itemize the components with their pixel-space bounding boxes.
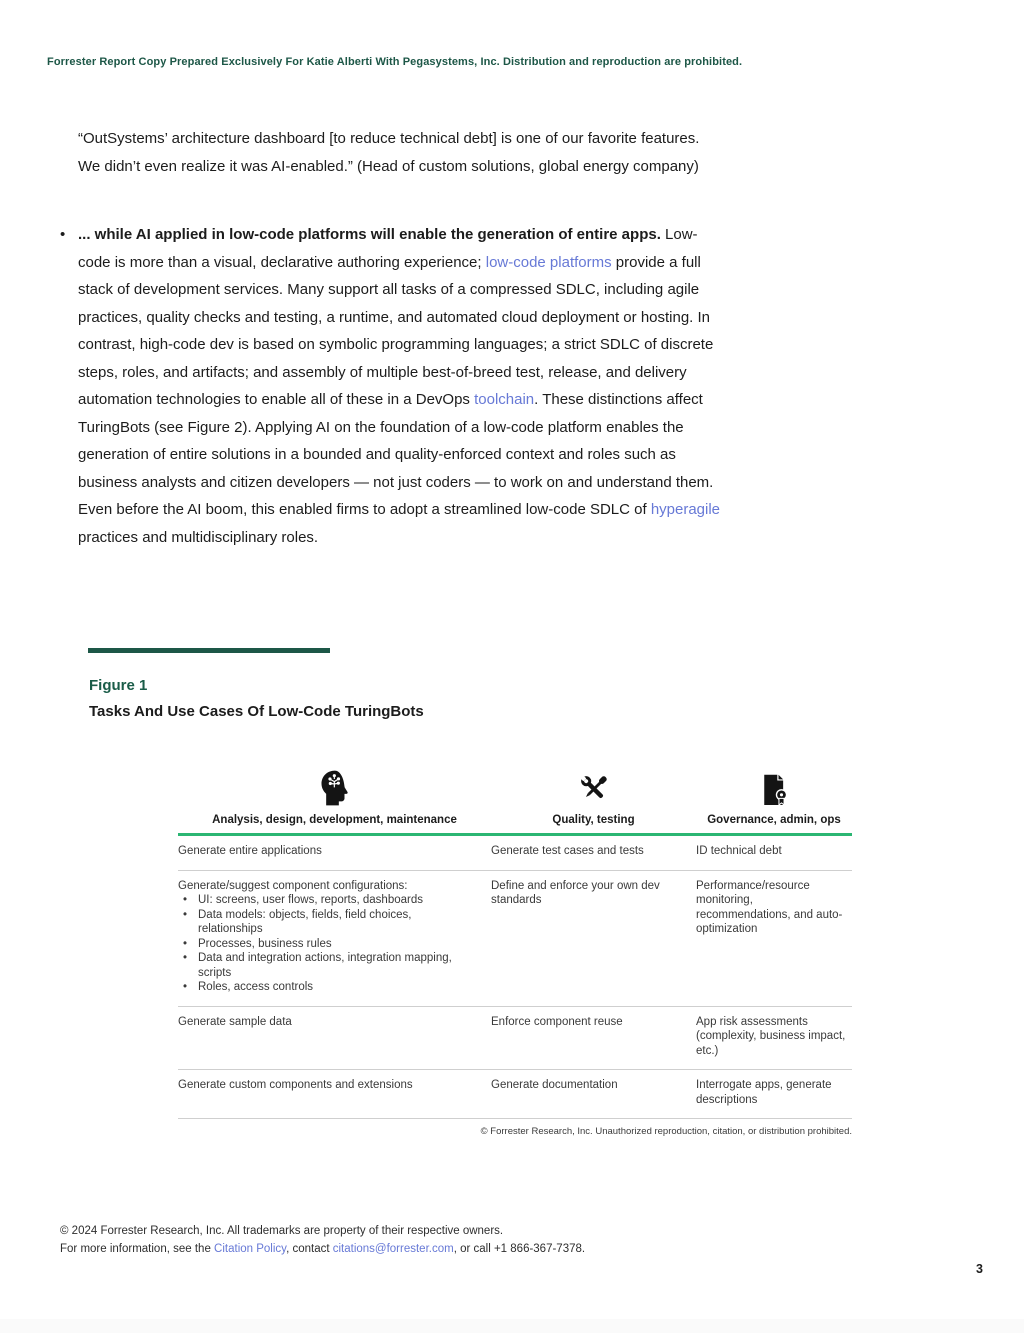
column-header: Governance, admin, ops — [707, 814, 841, 826]
link-low-code-platforms[interactable]: low-code platforms — [485, 253, 612, 271]
footer-info-line — [60, 1240, 780, 1258]
page-bottom-strip — [0, 1319, 1024, 1333]
body-text: provide a full stack of development services. Many support all tasks of a compressed SDLC, including agile practices, quality checks and testing, a runtime, and automated cloud deployment or hosting. In contrast, high-code dev is based on symbolic programming languages; a strict SDLC of discrete steps, roles, and artifacts; and assembly of multiple best-of-breed test, release, and delivery automation technologies to enable all of these in a DevOps — [78, 253, 714, 408]
figure-divider-bar — [88, 648, 330, 653]
figure-headers-row — [178, 814, 852, 833]
link-citation-policy[interactable]: Citation Policy — [214, 1243, 287, 1255]
table-cell: Performance/resource monitoring, recommendations, and auto-optimization — [696, 879, 843, 935]
list-item: • UI: screens, user flows, reports, dashboards — [178, 893, 473, 908]
table-row — [178, 1070, 852, 1119]
body-text: Low-code is more than a visual, declarative authoring experience; — [78, 226, 698, 271]
list-item: • Processes, business rules — [178, 937, 473, 952]
column-header: Analysis, design, development, maintenance — [212, 814, 457, 826]
table-row — [178, 836, 852, 871]
table-cell: ID technical debt — [696, 845, 782, 857]
table-row — [178, 871, 852, 1007]
table-cell — [178, 879, 491, 995]
table-cell: Define and enforce your own dev standards — [491, 879, 660, 906]
distribution-notice: Forrester Report Copy Prepared Exclusively For Katie Alberti With Pegasystems, Inc. Distribution and reproduction are prohibited. — [47, 56, 743, 68]
cell-intro: Generate/suggest component configurations: — [178, 879, 408, 892]
link-toolchain[interactable]: toolchain — [474, 391, 535, 408]
page-footer — [60, 1222, 780, 1258]
bullet-paragraph — [60, 221, 723, 551]
figure-copyright: © Forrester Research, Inc. Unauthorized reproduction, citation, or distribution prohibited. — [480, 1126, 852, 1137]
table-cell: Enforce component reuse — [491, 1015, 623, 1028]
body-text: practices and multidisciplinary roles. — [78, 528, 319, 546]
table-row — [178, 1007, 852, 1071]
page-number: 3 — [976, 1262, 983, 1276]
figure-icons-row — [178, 760, 852, 808]
list-item: • Data and integration actions, integration mapping, scripts — [178, 951, 473, 980]
bullet-marker: • — [60, 226, 66, 243]
table-cell: Generate documentation — [491, 1079, 618, 1091]
table-cell: Generate custom components and extensions — [178, 1079, 413, 1091]
figure-title: Tasks And Use Cases Of Low-Code TuringBots — [89, 703, 424, 720]
wrench-screwdriver-icon — [575, 770, 613, 808]
footer-text: , contact — [286, 1243, 333, 1255]
cell-bullet-list — [178, 893, 473, 995]
column-header: Quality, testing — [552, 814, 635, 826]
table-cell: Interrogate apps, generate descriptions — [696, 1079, 832, 1106]
quote-paragraph: “OutSystems’ architecture dashboard [to reduce technical debt] is one of our favorite features. We didn’t even realize it was AI-enabled.” (Head of custom solutions, global energy company) — [78, 130, 700, 175]
table-cell: Generate sample data — [178, 1015, 292, 1028]
link-hyperagile[interactable]: hyperagile — [650, 501, 721, 518]
table-cell: Generate entire applications — [178, 845, 322, 857]
figure-label: Figure 1 — [89, 677, 148, 694]
list-item: • Data models: objects, fields, field choices, relationships — [178, 908, 473, 937]
table-cell: Generate test cases and tests — [491, 845, 644, 857]
link-citations-email[interactable]: citations@forrester.com — [332, 1243, 454, 1255]
footer-copyright-line: © 2024 Forrester Research, Inc. All trademarks are property of their respective owners. — [60, 1225, 504, 1237]
bullet-bold-lead: ... while AI applied in low-code platforms will enable the generation of entire apps. — [78, 226, 661, 243]
list-item: • Roles, access controls — [178, 980, 473, 995]
table-cell: App risk assessments (complexity, business impact, etc.) — [696, 1015, 846, 1057]
footer-text: , or call +1 866-367-7378. — [453, 1243, 586, 1255]
document-award-icon — [756, 772, 792, 808]
footer-text: For more information, see the — [60, 1243, 215, 1255]
head-brain-icon — [315, 768, 355, 808]
figure-1-table — [178, 760, 852, 1137]
body-text: . These distinctions affect TuringBots (see Figure 2). Applying AI on the foundation of a low-code platform enables the generation of entire solutions in a bounded and quality-enforced context and roles such as business analysts and citizen developers — not just coders — to work on and understand them. Even before the AI boom, this enabled firms to adopt a streamlined low-code SDLC of — [78, 391, 714, 518]
